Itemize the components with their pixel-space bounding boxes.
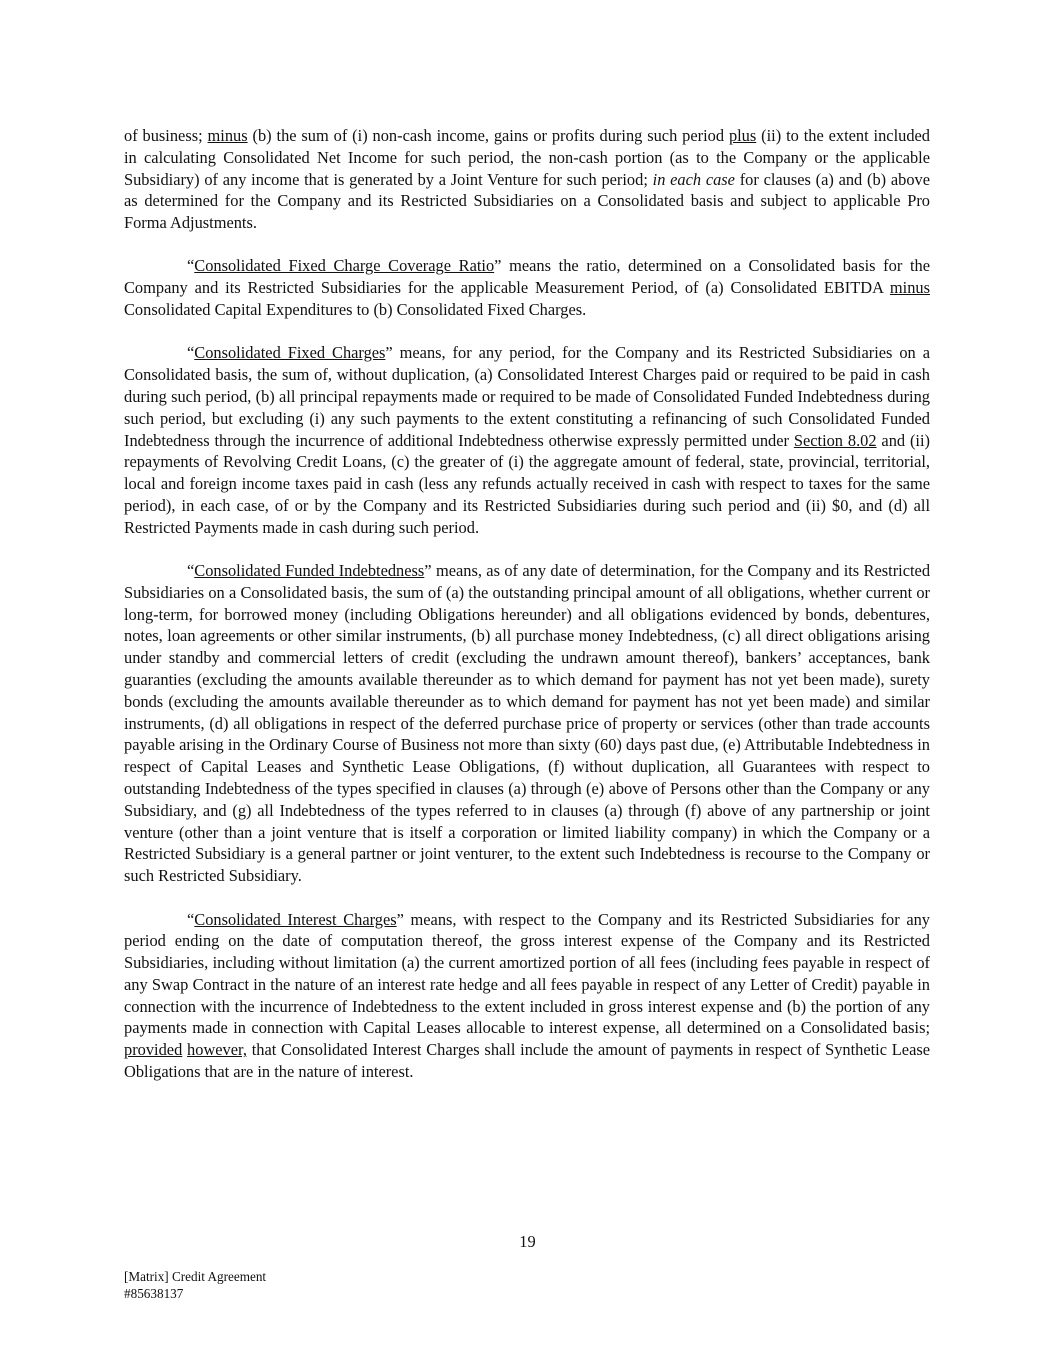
defined-term: Consolidated Interest Charges [194,909,397,929]
definition-fixed-charges [124,342,930,538]
text: (b) the sum of (i) non-cash income, gains or profits during such period [247,126,729,145]
text: and (ii) repayments of Revolving Credit Loans, (c) the greater of (i) the aggregate amount of federal, state, provincial, territorial, local and foreign income taxes paid in cash (less any refunds actually received in cash with respect to taxes for the same period), in each case, of or by the Company and its Restricted Subsidiaries during such period and (ii) $0, and (d) all Restricted Payments made in cash during such period. [124,430,930,537]
text: of business; [124,126,208,145]
text: ” means, with respect to the Company and its Restricted Subsidiaries for any period ending on the date of computation thereof, the gross interest expense of the Company and its Restricted Subsidiaries, including without limitation (a) the current amortized portion of all fees (including fees payable in respect of any Swap Contract in the nature of an interest rate hedge and all fees payable in respect of any Letter of Credit) payable in connection with the incurrence of Indebtedness to the extent included in gross interest expense and (b) the portion of any payments made in connection with Capital Leases allocable to interest expense, all determined on a Consolidated basis; [124,909,930,1038]
underlined-term: however, [187,1040,247,1060]
paragraph-continuation [124,125,930,234]
text: ” means the ratio, determined on a Consolidated basis for the Company and its Restricted Subsidiaries for the applicable Measurement Period, of (a) Consolidated EBITDA [124,256,930,298]
text: ” means, as of any date of determination, for the Company and its Restricted Subsidiaries on a Consolidated basis, the sum of (a) the outstanding principal amount of all obligations, whether current or long-term, for borrowed money (including Obligations hereunder) and all obligations evidenced by bonds, debentures, notes, loan agreements or other similar instruments, (b) all purchase money Indebtedness, (c) all direct obligations arising under standby and commercial letters of credit (excluding the undrawn amount thereof), bankers’ acceptances, bank guaranties (excluding the amounts available thereunder as to which demand for payment has not yet been made), surety bonds (excluding the amounts available thereunder as to which demand for payment has not yet been made) and similar instruments, (d) all obligations in respect of the deferred purchase price of property or services (other than trade accounts payable arising in the Ordinary Course of Business not more than sixty (60) days past due, (e) Attributable Indebtedness in respect of Capital Leases and Synthetic Lease Obligations, (f) without duplication, all Guarantees with respect to outstanding Indebtedness of the types specified in clauses (a) through (e) above of Persons other than the Company or any Subsidiary, and (g) all Indebtedness of the types referred to in clauses (a) through (f) above of any partnership or joint venture (other than a joint venture that is itself a corporation or limited liability company) in which the Company or a Restricted Subsidiary is a general partner or joint venturer, to the extent such Indebtedness is recourse to the Company or such Restricted Subsidiary. [124,561,931,886]
open-quote: “ [187,343,195,363]
section-reference: Section 8.02 [793,430,877,450]
underlined-term: plus [728,126,757,145]
italic-term: in each case [652,169,735,189]
open-quote: “ [187,909,195,929]
open-quote: “ [187,256,195,276]
footer-title: [Matrix] Credit Agreement [124,1269,267,1284]
text: Consolidated Capital Expenditures to (b) Consolidated Fixed Charges. [124,300,587,320]
defined-term: Consolidated Fixed Charge Coverage Ratio [194,256,495,276]
text: (ii) to the extent included in calculating Consolidated Net Income for such period, the non-cash portion (as to the Company or the applicable Subsidiary) of any income that is generated by a Joint Venture for such period; [124,126,930,189]
document-footer [124,1268,266,1302]
page-number: 19 [519,1232,536,1251]
definition-fixed-charge-coverage-ratio [124,255,930,320]
underlined-term: minus [207,126,248,145]
underlined-term: minus [889,278,930,298]
underlined-term: provided [124,1040,183,1060]
footer-doc-id: #85638137 [124,1286,184,1301]
defined-term: Consolidated Funded Indebtedness [194,561,425,581]
text: that Consolidated Interest Charges shall include the amount of payments in respect of Synthetic Lease Obligations that are in the nature of interest. [124,1040,930,1082]
text: for clauses (a) and (b) above as determined for the Company and its Restricted Subsidiaries on a Consolidated basis and subject to applicable Pro Forma Adjustments. [124,169,930,233]
document-body [124,125,930,1104]
definition-interest-charges [124,909,930,1083]
defined-term: Consolidated Fixed Charges [194,343,386,363]
open-quote: “ [187,561,195,581]
definition-funded-indebtedness [124,560,930,887]
text: ” means, for any period, for the Company and its Restricted Subsidiaries on a Consolidated basis, the sum of, without duplication, (a) Consolidated Interest Charges paid or required to be paid in cash during such period, (b) all principal repayments made or required to be made of Consolidated Funded Indebtedness during such period, but excluding (i) any such payments to the extent constituting a refinancing of such Consolidated Funded Indebtedness through the incurrence of additional Indebtedness otherwise expressly permitted under [124,343,930,450]
